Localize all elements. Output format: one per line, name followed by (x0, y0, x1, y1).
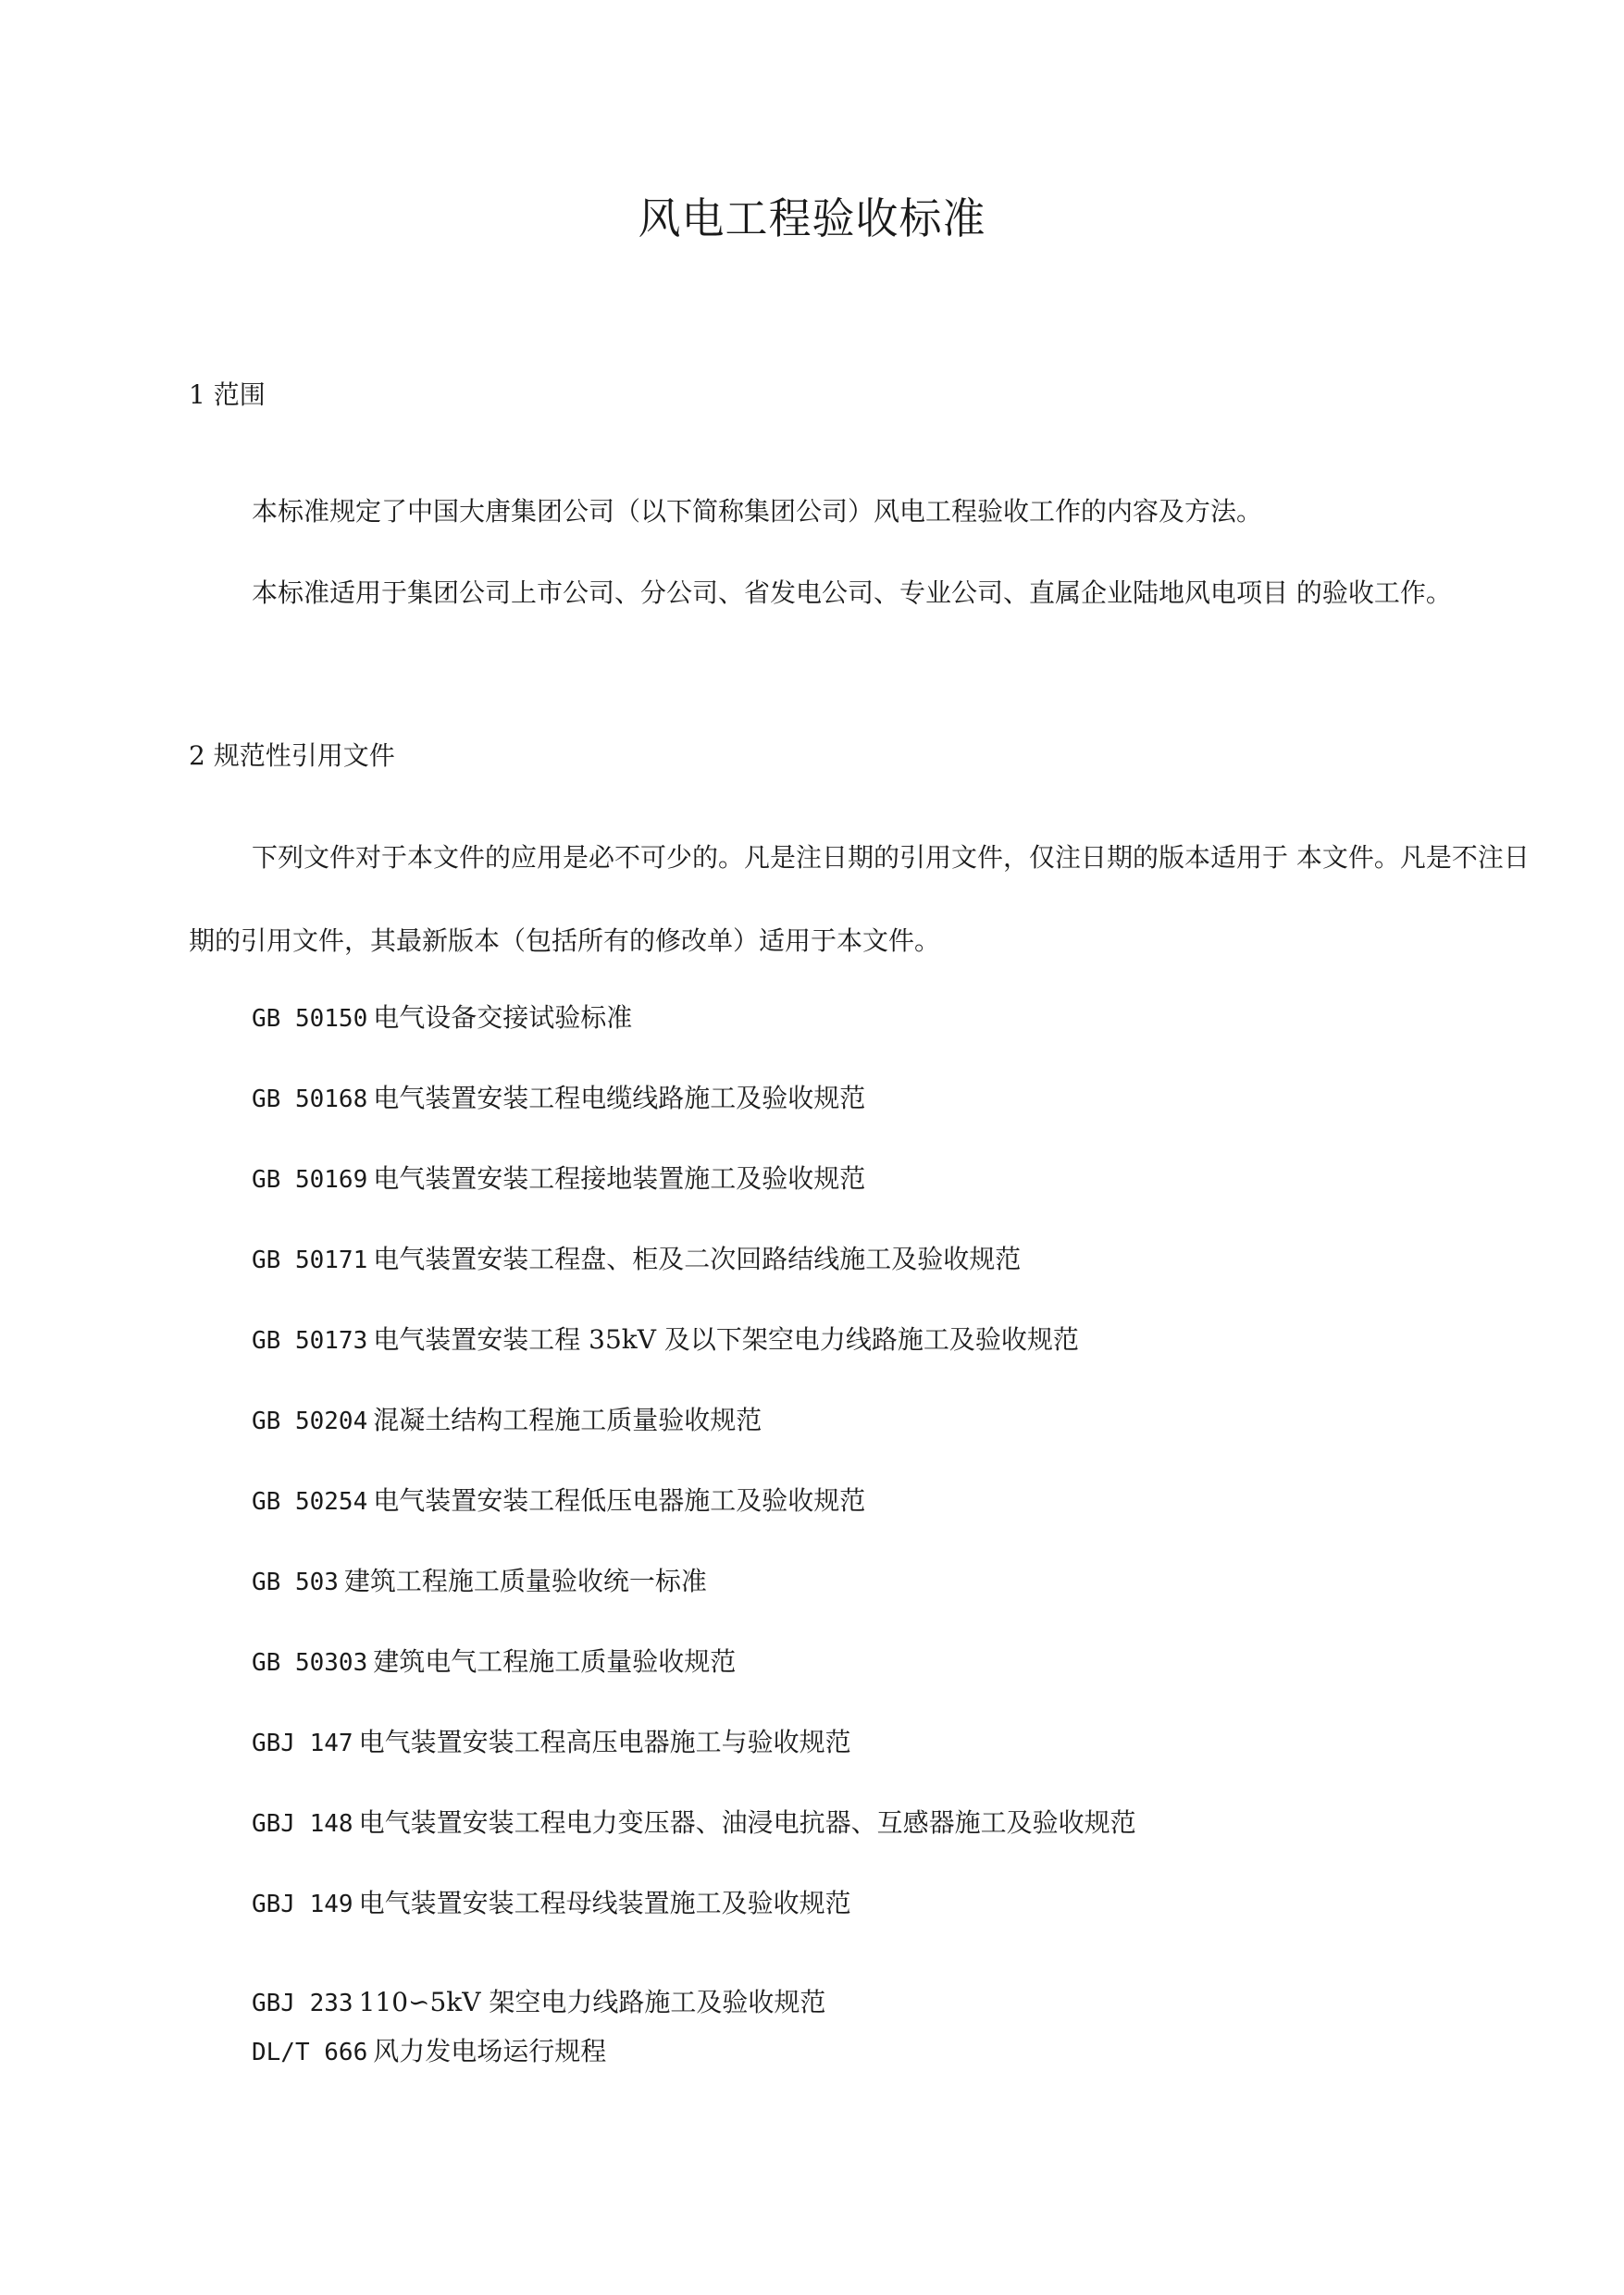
reference-code: GB 50168 (252, 1085, 368, 1113)
reference-code: GB 50303 (252, 1649, 368, 1677)
reference-title: 电气装置安装工程盘、柜及二次回路结线施工及验收规范 (373, 1244, 1022, 1274)
reference-title: 电气装置安装工程电缆线路施工及验收规范 (373, 1083, 866, 1113)
reference-code: GB 50254 (252, 1488, 368, 1516)
scope-paragraph-2: 本标准适用于集团公司上市公司、分公司、省发电公司、专业公司、直属企业陆地风电项目 的验收工作。 (252, 577, 1452, 608)
reference-title: 电气设备交接试验标准 (373, 1002, 633, 1033)
reference-title: 电气装置安装工程接地装置施工及验收规范 (373, 1163, 866, 1194)
references-intro-paragraph: 下列文件对于本文件的应用是必不可少的。凡是注日期的引用文件，仅注日期的版本适用于 本文件。凡是不注日期的引用文件，其最新版本（包括所有的修改单）适用于本文件。 (189, 842, 1530, 956)
reference-code: GB 503 (252, 1569, 339, 1596)
section-heading-scope: 1 范围 (189, 379, 266, 410)
scope-paragraph-1: 本标准规定了中国大唐集团公司（以下简称集团公司）风电工程验收工作的内容及方法。 (252, 496, 1263, 527)
reference-item (252, 1561, 707, 1598)
reference-item (252, 1982, 825, 2019)
reference-code: GBJ 147 (252, 1730, 353, 1757)
reference-title: 电气装置安装工程高压电器施工与验收规范 (358, 1727, 851, 1757)
reference-item (252, 1078, 865, 1115)
reference-title: 建筑电气工程施工质量验收规范 (373, 1646, 737, 1677)
reference-title: 电气装置安装工程母线装置施工及验收规范 (358, 1888, 851, 1918)
document-title: 风电工程验收标准 (638, 193, 986, 243)
reference-code: GBJ 148 (252, 1810, 353, 1838)
reference-item (252, 998, 632, 1035)
reference-item (252, 1642, 736, 1679)
reference-item (252, 1159, 865, 1196)
reference-item (252, 1883, 851, 1920)
reference-title: 建筑工程施工质量验收统一标准 (343, 1566, 707, 1596)
reference-code: GB 50169 (252, 1166, 368, 1194)
reference-item (252, 1803, 1136, 1840)
reference-item (252, 1481, 865, 1518)
reference-title: 电气装置安装工程电力变压器、油浸电抗器、互感器施工及验收规范 (358, 1807, 1136, 1838)
reference-title: 风力发电场运行规程 (373, 2036, 607, 2066)
reference-title: 混凝土结构工程施工质量验收规范 (373, 1405, 762, 1435)
reference-code: GB 50173 (252, 1327, 368, 1355)
reference-item (252, 1722, 851, 1759)
reference-code: DL/T 666 (252, 2039, 368, 2066)
reference-title: 110∽5kV 架空电力线路施工及验收规范 (358, 1987, 826, 2017)
reference-code: GB 50171 (252, 1247, 368, 1274)
reference-code: GB 50204 (252, 1408, 368, 1435)
section-heading-normative-references: 2 规范性引用文件 (189, 740, 395, 771)
reference-title: 电气装置安装工程低压电器施工及验收规范 (373, 1485, 866, 1516)
reference-title: 电气装置安装工程 35kV 及以下架空电力线路施工及验收规范 (373, 1324, 1079, 1355)
reference-item (252, 1320, 1079, 1357)
reference-item (252, 1400, 762, 1437)
reference-item (252, 1239, 1021, 1276)
reference-item (252, 2031, 606, 2068)
reference-code: GBJ 233 (252, 1990, 353, 2017)
reference-code: GBJ 149 (252, 1891, 353, 1918)
reference-code: GB 50150 (252, 1005, 368, 1033)
